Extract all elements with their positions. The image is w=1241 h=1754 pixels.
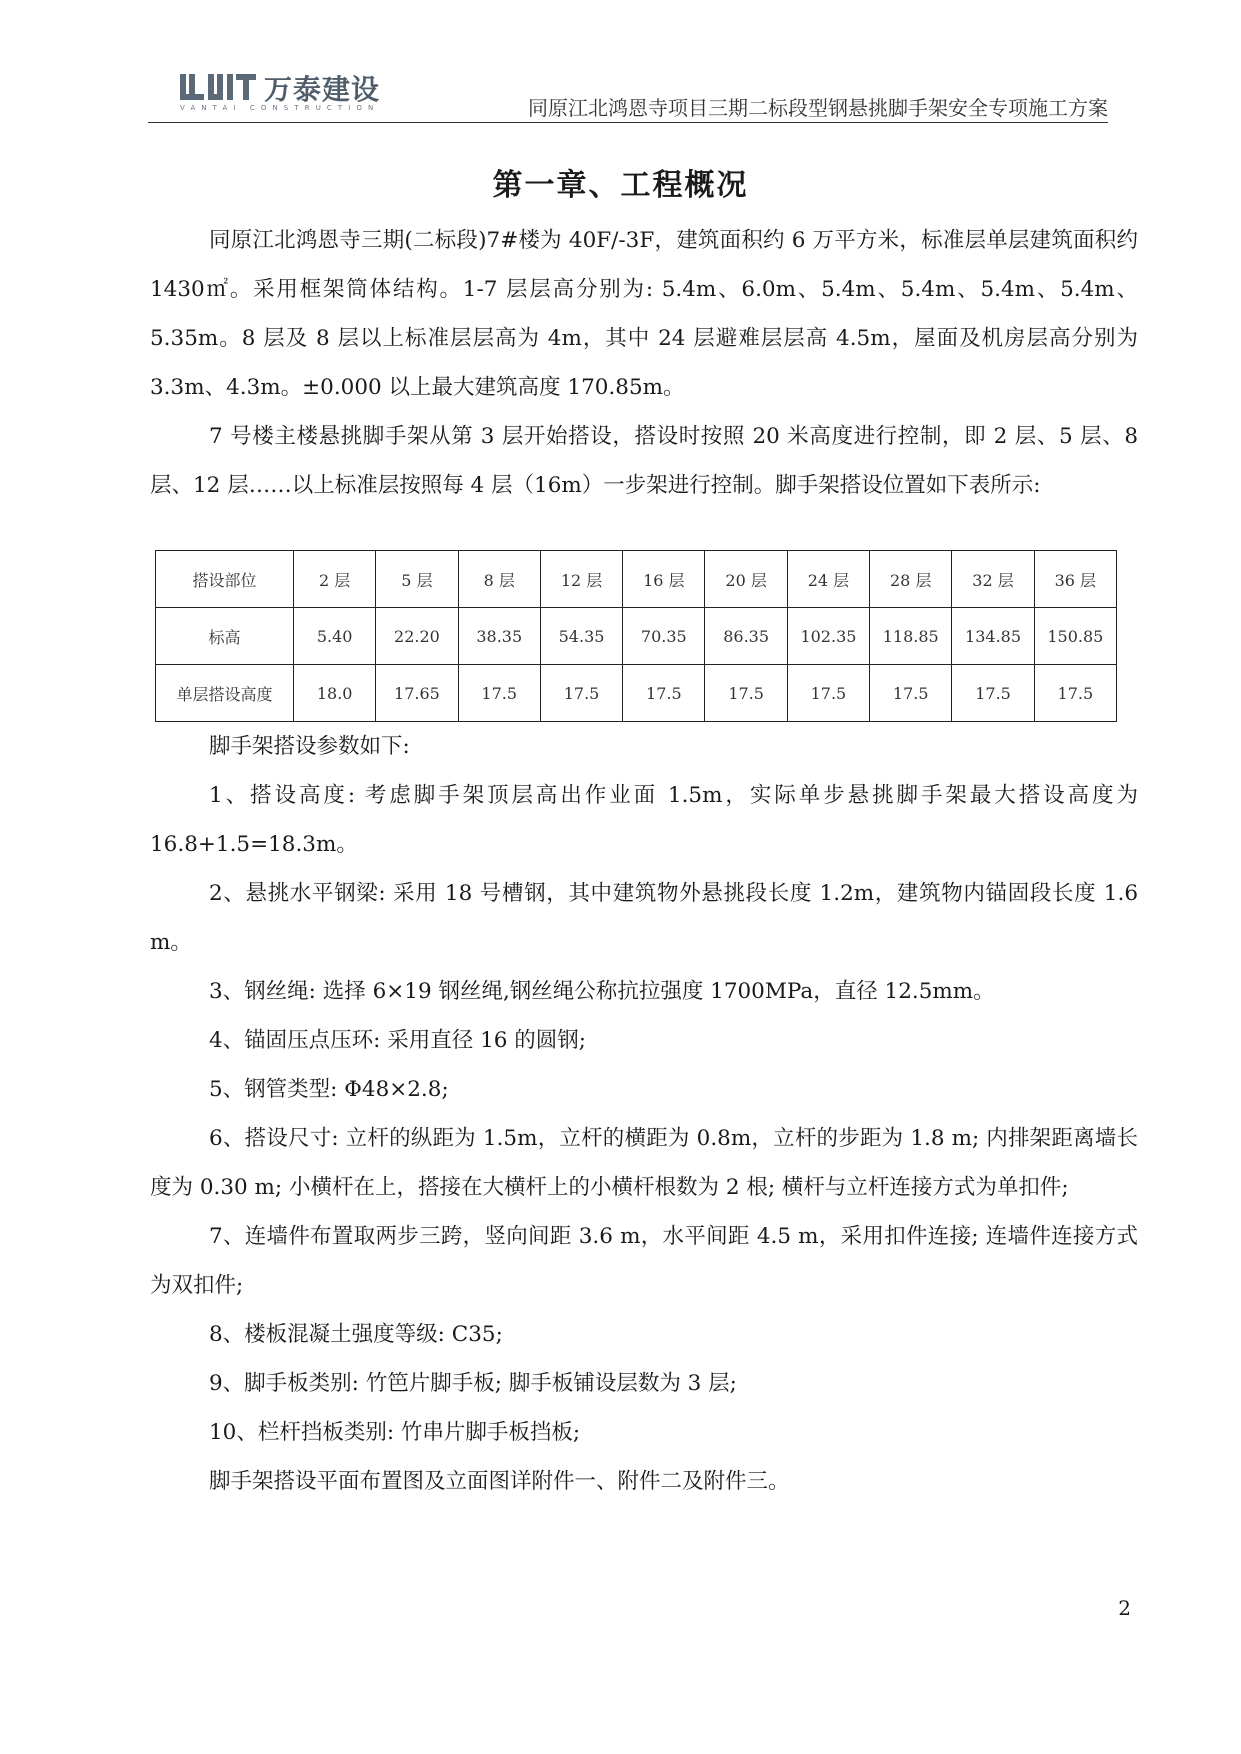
param-item: 9、脚手板类别: 竹笆片脚手板; 脚手板铺设层数为 3 层; — [209, 1371, 737, 1396]
logo-mark-icon — [180, 74, 258, 100]
table-cell: 17.5 — [705, 665, 787, 722]
table-cell: 102.35 — [787, 608, 869, 665]
table-cell: 18.0 — [294, 665, 376, 722]
table-cell: 118.85 — [870, 608, 952, 665]
table-row-header: 标高 — [156, 608, 294, 665]
table-cell: 134.85 — [952, 608, 1034, 665]
table-row-header: 搭设部位 — [156, 551, 294, 608]
parameters-section — [150, 722, 1138, 1506]
table-cell: 36 层 — [1034, 551, 1116, 608]
table-cell: 20 层 — [705, 551, 787, 608]
param-item: 8、楼板混凝土强度等级: C35; — [209, 1322, 503, 1347]
closing-paragraph: 脚手架搭设平面布置图及立面图详附件一、附件二及附件三。 — [209, 1469, 790, 1494]
param-item: 4、锚固压点压环: 采用直径 16 的圆钢; — [209, 1028, 587, 1053]
table-cell: 17.5 — [540, 665, 622, 722]
intro-section — [150, 216, 1138, 510]
scaffold-position-table — [155, 550, 1117, 722]
param-item: 2、悬挑水平钢梁: 采用 18 号槽钢，其中建筑物外悬挑段长度 1.2m，建筑物内锚固段长度 1.6 m。 — [150, 881, 1138, 955]
table-cell: 32 层 — [952, 551, 1034, 608]
table-row — [156, 665, 1117, 722]
chapter-title: 第一章、工程概况 — [492, 168, 749, 203]
table-cell: 5 层 — [376, 551, 458, 608]
document-title: 同原江北鸿恩寺项目三期二标段型钢悬挑脚手架安全专项施工方案 — [528, 96, 1108, 120]
table-row-header: 单层搭设高度 — [156, 665, 294, 722]
params-intro: 脚手架搭设参数如下: — [209, 734, 410, 759]
company-logo — [180, 68, 400, 114]
param-item: 1、搭设高度: 考虑脚手架顶层高出作业面 1.5m，实际单步悬挑脚手架最大搭设高度为 16.8+1.5=18.3m。 — [150, 783, 1138, 857]
table-row — [156, 551, 1117, 608]
table-cell: 28 层 — [870, 551, 952, 608]
table-cell: 54.35 — [540, 608, 622, 665]
table-cell: 17.5 — [870, 665, 952, 722]
table-cell: 150.85 — [1034, 608, 1116, 665]
table-cell: 16 层 — [623, 551, 705, 608]
param-item: 7、连墙件布置取两步三跨，竖向间距 3.6 m，水平间距 4.5 m，采用扣件连接; 连墙件连接方式为双扣件; — [150, 1224, 1138, 1298]
table-cell: 17.5 — [458, 665, 540, 722]
table-cell: 12 层 — [540, 551, 622, 608]
logo-subtext: VANTAI CONSTRUCTION — [180, 104, 380, 112]
table-cell: 5.40 — [294, 608, 376, 665]
page-number: 2 — [1118, 1596, 1131, 1620]
table-cell: 38.35 — [458, 608, 540, 665]
intro-paragraph: 7 号楼主楼悬挑脚手架从第 3 层开始搭设，搭设时按照 20 米高度进行控制，即 2 层、5 层、8 层、12 层……以上标准层按照每 4 层（16m）一步架进行控制。脚手架搭设位置如下表所示: — [150, 424, 1138, 498]
param-item: 5、钢管类型: Φ48×2.8; — [209, 1077, 449, 1102]
table-row — [156, 608, 1117, 665]
table-cell: 24 层 — [787, 551, 869, 608]
param-item: 3、钢丝绳: 选择 6×19 钢丝绳,钢丝绳公称抗拉强度 1700MPa，直径 12.5mm。 — [209, 979, 995, 1004]
table-cell: 86.35 — [705, 608, 787, 665]
param-item: 6、搭设尺寸: 立杆的纵距为 1.5m，立杆的横距为 0.8m，立杆的步距为 1.8 m; 内排架距离墙长度为 0.30 m; 小横杆在上，搭接在大横杆上的小横杆根数为 2 根; 横杆与立杆连接方式为单扣件; — [150, 1126, 1138, 1200]
table-cell: 22.20 — [376, 608, 458, 665]
table-cell: 8 层 — [458, 551, 540, 608]
intro-paragraph: 同原江北鸿恩寺三期(二标段)7#楼为 40F/-3F，建筑面积约 6 万平方米，标准层单层建筑面积约 1430㎡。采用框架筒体结构。1-7 层层高分别为: 5.4m、6.0m、5.4m、5.4m、5.4m、5.4m、5.35m。8 层及 8 层以上标准层层高为 4m，其中 24 层避难层层高 4.5m，屋面及机房层高分别为 3.3m、4.3m。±0.000 以上最大建筑高度 170.85m。 — [150, 228, 1138, 400]
logo-text: 万泰建设 — [264, 73, 381, 106]
table-cell: 2 层 — [294, 551, 376, 608]
table-cell: 17.65 — [376, 665, 458, 722]
table-cell: 70.35 — [623, 608, 705, 665]
table-cell: 17.5 — [787, 665, 869, 722]
param-item: 10、栏杆挡板类别: 竹串片脚手板挡板; — [209, 1420, 581, 1445]
table-cell: 17.5 — [1034, 665, 1116, 722]
page-header — [148, 60, 1108, 123]
table-cell: 17.5 — [952, 665, 1034, 722]
table-cell: 17.5 — [623, 665, 705, 722]
